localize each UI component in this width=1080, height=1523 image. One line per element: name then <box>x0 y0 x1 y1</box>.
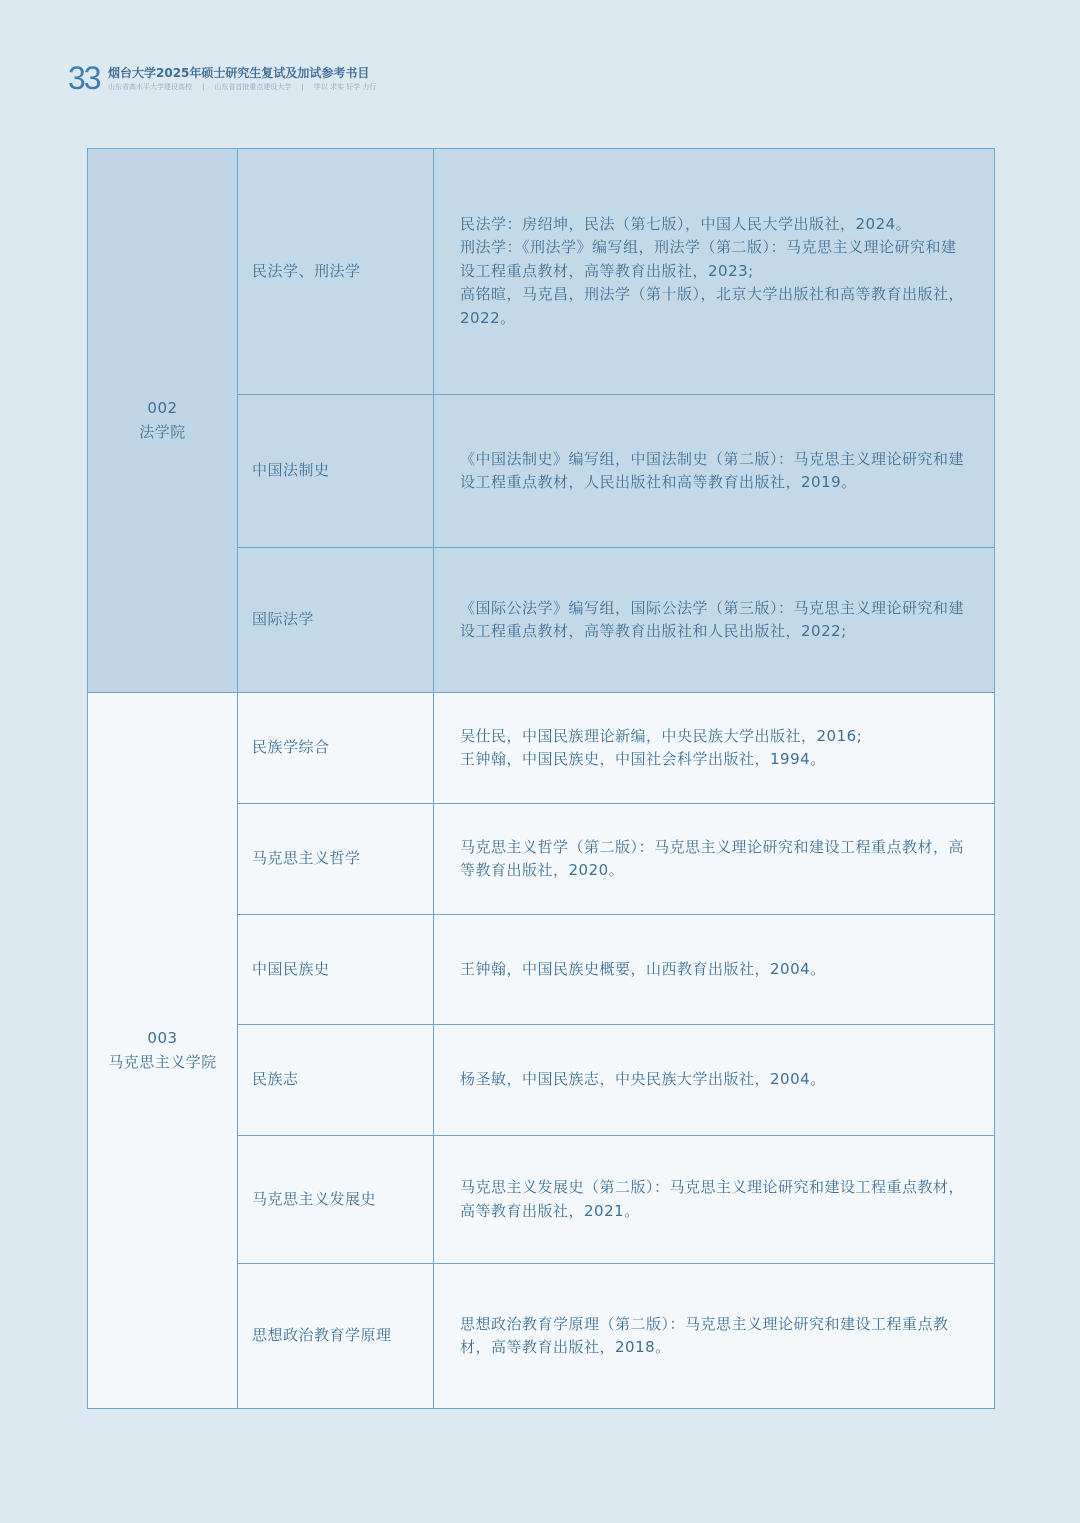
subject-cell: 中国民族史 <box>238 915 434 1025</box>
references-cell <box>434 915 995 1025</box>
subject-cell: 国际法学 <box>238 548 434 693</box>
reference-entry: 《国际公法学》编写组，国际公法学（第三版）：马克思主义理论研究和建设工程重点教材，高等教育出版社和人民出版社，2022; <box>460 598 965 640</box>
table-row <box>88 149 995 395</box>
references-cell <box>434 149 995 395</box>
college-name: 法学院 <box>139 422 186 441</box>
college-cell <box>88 693 238 1409</box>
subject-cell: 马克思主义发展史 <box>238 1136 434 1264</box>
tagline-item: 学以 求实 好学 力行 <box>313 83 377 91</box>
reference-entry: 高铭暄，马克昌，刑法学（第十版），北京大学出版社和高等教育出版社，2022。 <box>460 285 965 327</box>
reference-books-table <box>87 148 995 1409</box>
reference-entry: 王钟翰，中国民族史，中国社会科学出版社，1994。 <box>460 750 826 768</box>
references-cell <box>434 1136 995 1264</box>
references-cell <box>434 693 995 804</box>
page-header <box>68 60 668 100</box>
tagline <box>108 82 376 92</box>
subject-cell: 民族学综合 <box>238 693 434 804</box>
references-cell <box>434 1025 995 1136</box>
tagline-separator: | <box>202 83 205 91</box>
tagline-separator: | <box>301 83 304 91</box>
page-number: 33 <box>68 60 100 96</box>
reference-entry: 马克思主义发展史（第二版）：马克思主义理论研究和建设工程重点教材，高等教育出版社，2021。 <box>460 1178 965 1220</box>
reference-entry: 吴仕民，中国民族理论新编，中央民族大学出版社，2016; <box>460 726 863 745</box>
college-code: 003 <box>147 1029 178 1047</box>
references-cell <box>434 1264 995 1409</box>
reference-entry: 民法学：房绍坤，民法（第七版），中国人民大学出版社，2024。 <box>460 214 912 233</box>
references-cell <box>434 395 995 548</box>
tagline-item: 山东省高水平大学建设高校 <box>108 83 192 91</box>
reference-entry: 《中国法制史》编写组，中国法制史（第二版）：马克思主义理论研究和建设工程重点教材，人民出版社和高等教育出版社，2019。 <box>460 449 965 491</box>
subject-cell: 民法学、刑法学 <box>238 149 434 395</box>
college-name: 马克思主义学院 <box>108 1052 217 1071</box>
tagline-item: 山东省首批重点建设大学 <box>214 83 292 91</box>
college-cell <box>88 149 238 693</box>
table-row <box>88 693 995 804</box>
college-code: 002 <box>147 399 178 417</box>
references-cell <box>434 548 995 693</box>
reference-entry: 思想政治教育学原理（第二版）：马克思主义理论研究和建设工程重点教材，高等教育出版社，2018。 <box>460 1314 949 1356</box>
document-title: 烟台大学2025年硕士研究生复试及加试参考书目 <box>108 66 370 80</box>
references-cell <box>434 804 995 915</box>
reference-entry: 杨圣敏，中国民族志，中央民族大学出版社，2004。 <box>460 1070 826 1089</box>
subject-cell: 马克思主义哲学 <box>238 804 434 915</box>
reference-entry: 王钟翰，中国民族史概要，山西教育出版社，2004。 <box>460 959 826 978</box>
subject-cell: 思想政治教育学原理 <box>238 1264 434 1409</box>
reference-entry: 马克思主义哲学（第二版）：马克思主义理论研究和建设工程重点教材，高等教育出版社，2020。 <box>460 837 965 879</box>
subject-cell: 中国法制史 <box>238 395 434 548</box>
subject-cell: 民族志 <box>238 1025 434 1136</box>
reference-entry: 刑法学：《刑法学》编写组，刑法学（第二版）：马克思主义理论研究和建设工程重点教材，高等教育出版社，2023; <box>460 238 957 280</box>
